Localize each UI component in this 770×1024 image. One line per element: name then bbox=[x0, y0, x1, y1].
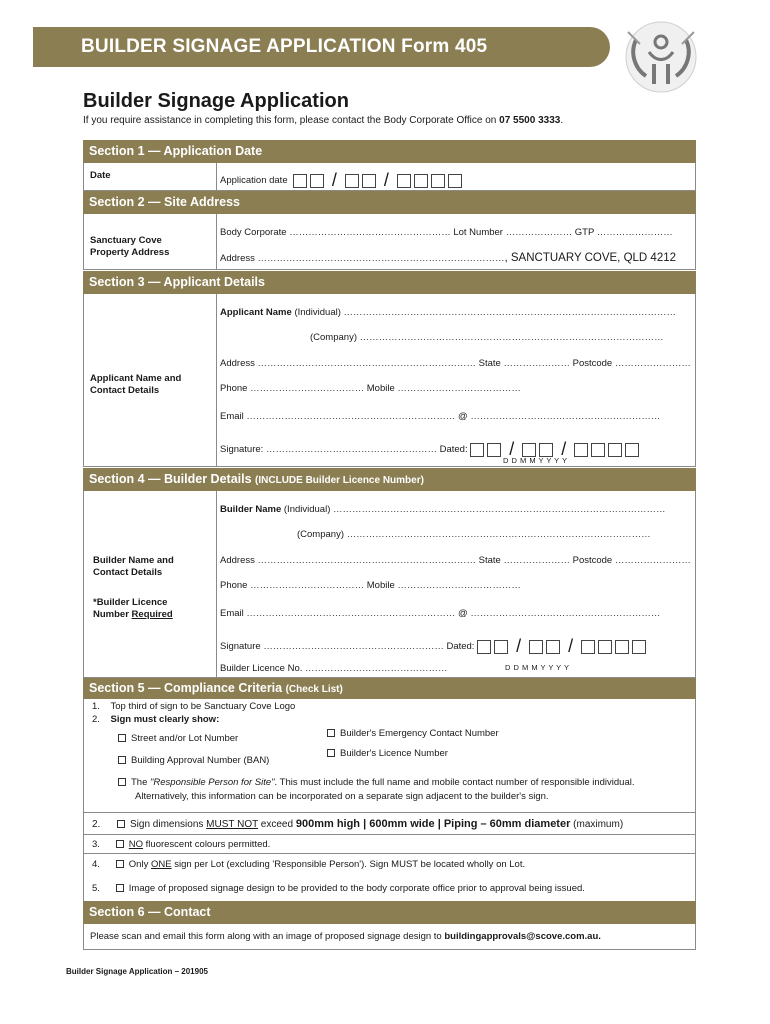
applicant-date-hint: D D M M Y Y Y Y bbox=[503, 456, 568, 465]
builder-signature-field[interactable]: Signature bbox=[220, 641, 261, 653]
date-label: Date bbox=[90, 170, 111, 181]
date-year-box-3[interactable] bbox=[431, 174, 445, 188]
criteria-item-2: 2. Sign must clearly show: bbox=[92, 714, 220, 725]
checkbox-street-lot[interactable]: Street and/or Lot Number bbox=[118, 733, 238, 744]
applicant-date-box[interactable] bbox=[539, 443, 553, 457]
builder-licence-label: *Builder Licence Number Required bbox=[93, 597, 173, 620]
section-1-heading: Section 1 — Application Date bbox=[83, 140, 696, 163]
criteria-item-fluorescent[interactable]: 3. NO fluorescent colours permitted. bbox=[92, 839, 271, 850]
builder-label: Builder Name and Contact Details bbox=[93, 555, 174, 578]
applicant-name-company[interactable]: (Company) …………………………………………………………………………………… bbox=[310, 332, 664, 343]
criteria-item-image[interactable]: 5. Image of proposed signage design to be provided to the body corporate office prior to approval being issued. bbox=[92, 883, 585, 894]
date-year-box-4[interactable] bbox=[448, 174, 462, 188]
checkbox-ban[interactable]: Building Approval Number (BAN) bbox=[118, 755, 269, 766]
sanctuary-cove-logo bbox=[616, 18, 706, 96]
site-address-row[interactable]: Address ……………………………………………………………………, SANCTUARY COVE, QLD 4212 bbox=[220, 252, 677, 264]
applicant-date-box[interactable] bbox=[591, 443, 605, 457]
body-corporate-row[interactable]: Body Corporate …………………………………………… Lot Number ………………… GTP …………………… bbox=[220, 227, 673, 238]
section-5-heading: Section 5 — Compliance Criteria (Check List) bbox=[83, 678, 696, 699]
office-phone: 07 5500 3333 bbox=[499, 115, 561, 126]
applicant-date-box[interactable] bbox=[470, 443, 484, 457]
section-4-box bbox=[83, 491, 696, 678]
date-month-box-1[interactable] bbox=[345, 174, 359, 188]
builder-date-box[interactable] bbox=[581, 640, 595, 654]
form-title: Builder Signage Application bbox=[83, 90, 349, 112]
applicant-date-box[interactable] bbox=[625, 443, 639, 457]
builder-address-row[interactable]: Address …………………………………………………………… State ………………… Postcode …………………… bbox=[220, 555, 691, 566]
applicant-phone-row[interactable]: Phone ……………………………… Mobile ………………………………… bbox=[220, 383, 521, 394]
section-5-box bbox=[83, 699, 696, 902]
builder-date-box[interactable] bbox=[615, 640, 629, 654]
date-year-box-2[interactable] bbox=[414, 174, 428, 188]
section-3-heading: Section 3 — Applicant Details bbox=[83, 271, 696, 294]
criteria-item-one-sign[interactable]: 4. Only ONE sign per Lot (excluding 'Responsible Person'). Sign MUST be located wholly on Lot. bbox=[92, 859, 526, 870]
section-2-heading: Section 2 — Site Address bbox=[83, 191, 696, 214]
builder-email-row[interactable]: Email ………………………………………………………… @ …………………………………………………… bbox=[220, 608, 661, 619]
site-address-label: Sanctuary Cove Property Address bbox=[90, 235, 170, 258]
form-banner: BUILDER SIGNAGE APPLICATION Form 405 bbox=[33, 27, 610, 67]
applicant-name-individual[interactable]: Applicant Name (Individual) …………………………………………………………………………………………… bbox=[220, 307, 677, 318]
footer-text: Builder Signage Application – 201905 bbox=[66, 967, 208, 976]
builder-date-box[interactable] bbox=[529, 640, 543, 654]
section-6-box bbox=[83, 924, 696, 950]
builder-date-box[interactable] bbox=[494, 640, 508, 654]
applicant-address-row[interactable]: Address …………………………………………………………… State ………………… Postcode …………………… bbox=[220, 358, 691, 369]
builder-date-box[interactable] bbox=[477, 640, 491, 654]
builder-date-box[interactable] bbox=[598, 640, 612, 654]
builder-licence-row[interactable]: Builder Licence No. ……………………………………… bbox=[220, 663, 448, 674]
applicant-date-box[interactable] bbox=[574, 443, 588, 457]
contact-instructions: Please scan and email this form along with an image of proposed signage design to buildingapprovals@scove.com.au. bbox=[90, 931, 601, 942]
applicant-email-row[interactable]: Email ………………………………………………………… @ …………………………………………………… bbox=[220, 411, 661, 422]
responsible-person-note: Alternatively, this information can be incorporated on a separate sign adjacent to the builder's sign. bbox=[135, 791, 549, 802]
checkbox-licence-number[interactable]: Builder's Licence Number bbox=[327, 748, 448, 759]
contact-email-link[interactable]: buildingapprovals@scove.com.au. bbox=[444, 931, 601, 942]
applicant-date-box[interactable] bbox=[608, 443, 622, 457]
checkbox-emergency-contact[interactable]: Builder's Emergency Contact Number bbox=[327, 728, 499, 739]
builder-date-box[interactable] bbox=[632, 640, 646, 654]
application-date-row: Application date / / bbox=[220, 170, 465, 191]
criteria-item-1: 1. Top third of sign to be Sanctuary Cove Logo bbox=[92, 701, 296, 712]
section-1-box bbox=[83, 163, 696, 191]
builder-name-individual[interactable]: Builder Name (Individual) …………………………………………………………………………………………… bbox=[220, 504, 666, 515]
section-2-box bbox=[83, 214, 696, 270]
builder-phone-row[interactable]: Phone ……………………………… Mobile ………………………………… bbox=[220, 580, 521, 591]
date-month-box-2[interactable] bbox=[362, 174, 376, 188]
intro-text: If you require assistance in completing this form, please contact the Body Corporate Office on 07 5500 3333. bbox=[83, 115, 564, 126]
section-3-box bbox=[83, 294, 696, 467]
applicant-signature-row: Signature: ……………………………………………… Dated: / / bbox=[220, 439, 642, 460]
builder-signature-row: Signature ………………………………………………… Dated: / / bbox=[220, 636, 649, 657]
builder-date-box[interactable] bbox=[546, 640, 560, 654]
applicant-date-box[interactable] bbox=[522, 443, 536, 457]
date-year-box-1[interactable] bbox=[397, 174, 411, 188]
date-day-box-2[interactable] bbox=[310, 174, 324, 188]
section-4-heading: Section 4 — Builder Details (INCLUDE Builder Licence Number) bbox=[83, 468, 696, 491]
builder-date-hint: D D M M Y Y Y Y bbox=[505, 663, 570, 672]
section-6-heading: Section 6 — Contact bbox=[83, 901, 696, 924]
date-day-box-1[interactable] bbox=[293, 174, 307, 188]
applicant-date-box[interactable] bbox=[487, 443, 501, 457]
applicant-signature-field[interactable]: Signature: bbox=[220, 444, 264, 456]
criteria-item-dimensions[interactable]: 2. Sign dimensions MUST NOT exceed 900mm high | 600mm wide | Piping – 60mm diameter (maximum) bbox=[92, 818, 624, 830]
builder-name-company[interactable]: (Company) …………………………………………………………………………………… bbox=[297, 529, 651, 540]
applicant-label: Applicant Name and Contact Details bbox=[90, 373, 182, 396]
checkbox-responsible-person[interactable]: The "Responsible Person for Site". This must include the full name and mobile contact number of responsible individual. bbox=[118, 777, 635, 788]
